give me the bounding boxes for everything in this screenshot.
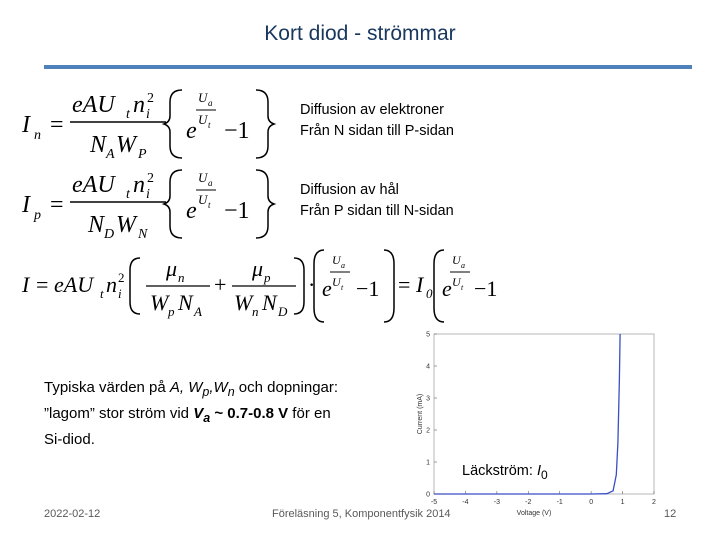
svg-text:n: n bbox=[133, 172, 145, 198]
y-tick-label: 3 bbox=[426, 395, 430, 403]
svg-text:U: U bbox=[198, 192, 208, 207]
svg-text:2: 2 bbox=[147, 91, 154, 106]
svg-text:A: A bbox=[194, 304, 202, 319]
eq-ip-lhs-sub: p bbox=[34, 208, 41, 223]
eq-total-lhs: I bbox=[22, 272, 30, 297]
svg-text:i: i bbox=[146, 107, 150, 122]
footer-page-number: 12 bbox=[664, 508, 677, 520]
y-tick-label: 2 bbox=[426, 427, 430, 435]
eq-in-lhs-sub: n bbox=[34, 128, 41, 143]
svg-text:t: t bbox=[126, 107, 130, 122]
svg-text:W: W bbox=[234, 290, 253, 315]
y-tick-label: 5 bbox=[426, 331, 430, 339]
eq-in-den2: W bbox=[116, 132, 136, 158]
equation-ip bbox=[20, 162, 290, 246]
iv-curve-chart bbox=[410, 328, 660, 520]
eq-in-den-sub: A bbox=[106, 147, 115, 162]
title-rule bbox=[44, 65, 692, 69]
typ-l1a: Typiska värden på bbox=[44, 379, 170, 396]
svg-text:t: t bbox=[100, 286, 104, 301]
eq-in-den: N bbox=[90, 132, 107, 158]
svg-text:e: e bbox=[322, 276, 332, 301]
svg-text:a: a bbox=[208, 98, 213, 108]
slide-title: Kort diod - strömmar bbox=[264, 22, 456, 45]
svg-text:2: 2 bbox=[118, 270, 125, 285]
svg-text:t: t bbox=[208, 120, 211, 130]
svg-text:·: · bbox=[308, 272, 316, 297]
svg-text:n: n bbox=[106, 272, 117, 297]
svg-text:N: N bbox=[262, 290, 277, 315]
svg-text:U: U bbox=[332, 275, 341, 289]
typ-l2b: V bbox=[193, 405, 204, 422]
typ-l1c: p bbox=[202, 385, 210, 399]
typ-l1e: n bbox=[227, 385, 235, 399]
svg-text:μ: μ bbox=[252, 256, 264, 281]
y-axis-label: Current (mA) bbox=[417, 393, 424, 435]
svg-text:−1: −1 bbox=[356, 276, 380, 301]
eq-total-i0: I bbox=[416, 272, 424, 297]
typ-l1b: A, W bbox=[169, 379, 203, 396]
x-tick-label: -5 bbox=[430, 499, 438, 506]
footer-date: 2022-02-12 bbox=[44, 508, 101, 520]
svg-text:=: = bbox=[36, 272, 49, 297]
eq-in-num: eAU bbox=[72, 92, 115, 118]
svg-text:U: U bbox=[198, 112, 208, 127]
eq-in-den2-sub: P bbox=[138, 147, 147, 162]
note2-line1: Diffusion av hål bbox=[300, 182, 399, 198]
leak-text: Läckström: bbox=[462, 463, 537, 479]
eq-ip-den2-sub: N bbox=[138, 227, 148, 242]
x-tick-label: 1 bbox=[620, 499, 625, 506]
svg-text:μ: μ bbox=[166, 256, 178, 281]
typ-line1 bbox=[44, 377, 404, 403]
svg-text:=: = bbox=[398, 272, 411, 297]
x-tick-label: -1 bbox=[556, 499, 563, 506]
svg-text:U: U bbox=[332, 253, 341, 267]
svg-text:U: U bbox=[452, 275, 461, 289]
svg-text:=: = bbox=[50, 112, 64, 138]
svg-text:t: t bbox=[341, 283, 344, 292]
leak-sym: I bbox=[536, 463, 541, 479]
equation-total-current bbox=[18, 244, 498, 328]
x-tick-label: -2 bbox=[525, 499, 532, 506]
svg-text:−1: −1 bbox=[474, 276, 498, 301]
svg-text:n: n bbox=[133, 92, 145, 118]
typical-values-text bbox=[44, 377, 404, 450]
eq-in-lhs: I bbox=[22, 112, 30, 138]
svg-text:=: = bbox=[50, 192, 64, 218]
svg-text:e: e bbox=[186, 198, 197, 224]
typ-l2e: för en bbox=[288, 405, 331, 422]
x-tick-label: -4 bbox=[462, 499, 469, 506]
note1-line2: Från N sidan till P-sidan bbox=[300, 123, 454, 139]
svg-text:−1: −1 bbox=[224, 118, 250, 144]
eq-ip-den: N bbox=[88, 212, 105, 238]
svg-text:n: n bbox=[252, 304, 259, 319]
svg-text:D: D bbox=[278, 304, 288, 319]
svg-text:a: a bbox=[341, 261, 345, 270]
y-tick-label: 1 bbox=[426, 459, 430, 467]
eq-ip-den-sub: D bbox=[104, 227, 115, 242]
leakage-current-label bbox=[462, 463, 548, 482]
eq-ip-den2: W bbox=[116, 212, 136, 238]
svg-text:eAU: eAU bbox=[54, 272, 94, 297]
x-axis-label: Voltage (V) bbox=[516, 510, 552, 517]
svg-text:n: n bbox=[178, 270, 185, 285]
svg-text:t: t bbox=[126, 187, 130, 202]
note1-line1: Diffusion av elektroner bbox=[300, 102, 445, 118]
y-tick-label: 0 bbox=[426, 491, 430, 499]
note2-line2: Från P sidan till N-sidan bbox=[300, 203, 454, 219]
svg-text:−1: −1 bbox=[224, 198, 250, 224]
svg-text:t: t bbox=[461, 283, 464, 292]
svg-text:p: p bbox=[168, 304, 175, 319]
svg-text:i: i bbox=[118, 286, 122, 301]
x-tick-label: -3 bbox=[493, 499, 500, 506]
typ-l2a: ”lagom” stor ström vid bbox=[44, 405, 194, 422]
svg-text:a: a bbox=[461, 261, 465, 270]
leak-sub: 0 bbox=[540, 467, 548, 482]
svg-text:i: i bbox=[146, 187, 150, 202]
typ-l1d: ,W bbox=[209, 379, 228, 396]
svg-text:U: U bbox=[198, 170, 208, 185]
equation-in bbox=[20, 82, 290, 166]
svg-text:e: e bbox=[442, 276, 452, 301]
svg-text:W: W bbox=[150, 290, 169, 315]
svg-text:e: e bbox=[186, 118, 197, 144]
electron-diffusion-note bbox=[300, 100, 454, 142]
typ-l2c: a bbox=[203, 411, 211, 425]
svg-text:p: p bbox=[264, 270, 271, 285]
svg-text:U: U bbox=[452, 253, 461, 267]
svg-text:+: + bbox=[214, 272, 227, 297]
eq-ip-lhs: I bbox=[22, 192, 30, 218]
svg-text:t: t bbox=[208, 200, 211, 210]
y-tick-label: 4 bbox=[426, 363, 430, 371]
hole-diffusion-note bbox=[300, 180, 454, 222]
x-tick-label: 2 bbox=[652, 499, 656, 506]
eq-ip-num: eAU bbox=[72, 172, 115, 198]
typ-l1f: och dopningar: bbox=[234, 379, 339, 396]
typ-line3: Si-diod. bbox=[44, 431, 95, 448]
svg-text:U: U bbox=[198, 90, 208, 105]
svg-text:a: a bbox=[208, 178, 213, 188]
typ-line2 bbox=[44, 403, 404, 429]
x-tick-label: 0 bbox=[589, 499, 594, 506]
svg-text:2: 2 bbox=[147, 171, 154, 186]
footer-course: Föreläsning 5, Komponentfysik 2014 bbox=[272, 508, 451, 520]
typ-l2d: ~ 0.7-0.8 V bbox=[210, 405, 289, 422]
svg-text:N: N bbox=[178, 290, 193, 315]
eq-total-i0-sub: 0 bbox=[426, 286, 433, 301]
